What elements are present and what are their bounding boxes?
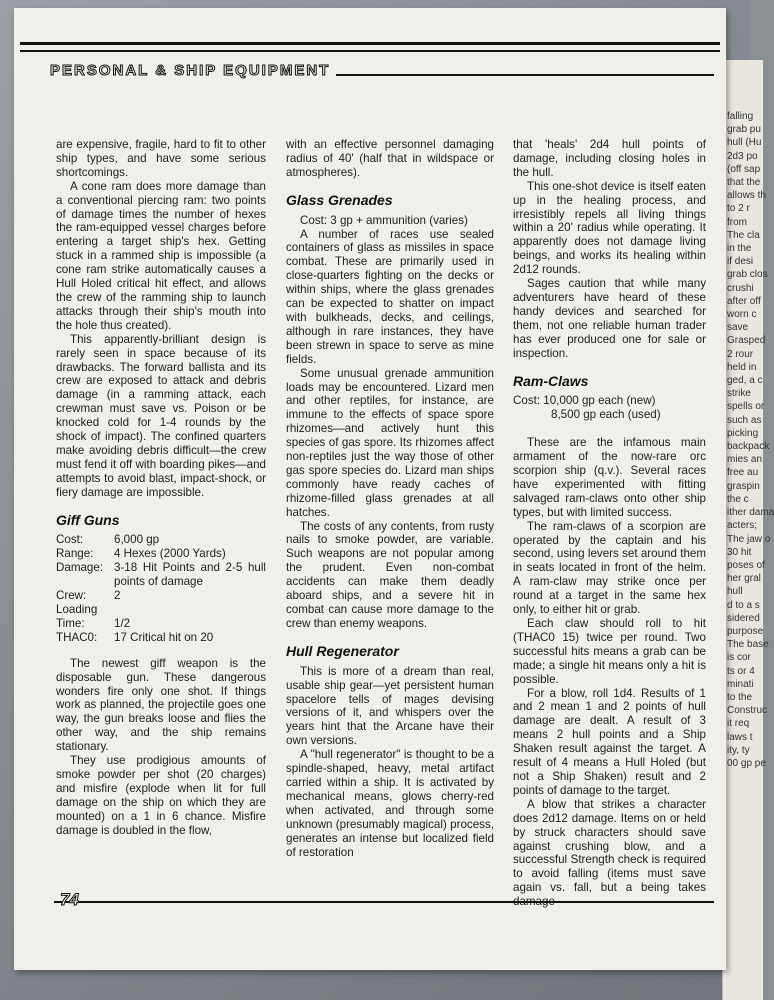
paragraph: These are the infamous main armament of the now-rare orc scorpion ship (q.v.). Several races have experimented with fitting salvaged ram-claws onto other ship types, but with limited success. xyxy=(513,436,706,519)
paragraph: This apparently-brilliant design is rarely seen in space because of its drawbacks. The forward ballista and its crew are exposed to attack and debris damage (in a ramming attack, each crewman must save vs. Poison or be knocked cold for 1-4 rounds by the shock of impact). The confined quarters make avoiding debris difficult—the crew must fend it off with boarding pikes—and attempts to avoid blast, impact-shock, or fiery damage are impossible. xyxy=(56,332,266,499)
stat-row: Crew: 2 xyxy=(56,589,121,603)
paragraph: They use prodigious amounts of smoke powder per shot (20 charges) and misfire (explode when lit for full damage on the ship on which they are mounted) on a 1 in 6 chance. Misfire damage is doubled in the flow, xyxy=(56,754,266,837)
paragraph: Sages caution that while many adventurers have heard of these handy devices and searched for them, not one reliable human trader has ever produced one for sale or inspection. xyxy=(513,277,706,360)
paragraph: that 'heals' 2d4 hull points of damage, including closing holes in the hull. xyxy=(513,138,706,179)
adjacent-page-text: falling grab pu hull (Hu 2d3 po (off sap that the allows th to 2 r from The cla in the if desi grab clos crushi after off worn c save Grasped 2 rour held in ged, a c strike spells or such as picking backpack mies an free au graspin the c ither dama acters; The jaw o 30 hit poses of her gral hull d to a s sidered purpose The base is cor ts or 4 minati to the Construc it req laws t ity, ty 00 gp pe xyxy=(727,111,774,769)
cost-line: 8,500 gp each (used) xyxy=(551,408,661,422)
section-heading-ram-claws: Ram-Claws xyxy=(513,372,589,389)
paragraph: are expensive, fragile, hard to fit to other ship types, and have some serious shortcomings. xyxy=(56,138,266,179)
stat-row: Range: 4 Hexes (2000 Yards) xyxy=(56,547,226,561)
stat-row: THAC0: 17 Critical hit on 20 xyxy=(56,630,214,644)
stat-row: Time: 1/2 xyxy=(56,616,131,630)
cost-line: Cost: 3 gp + ammunition (varies) xyxy=(300,213,468,227)
paragraph: For a blow, roll 1d4. Results of 1 and 2 mean 1 and 2 points of hull damage are dealt. A result of 3 means 2 hull points and a Ship Shaken result against the target. A result of 4 means a Hull Holed (but not a Ship Shaken) result and 2 points of damage to the target. xyxy=(513,686,706,797)
header-rule-mid xyxy=(20,50,720,52)
paragraph: The newest giff weapon is the disposable gun. These dangerous wonders fire only one shot. If things work as planned, the projectile goes one way, the gun breaks loose and flies the other way, and the ship remains stationary. xyxy=(56,656,266,754)
column-3 xyxy=(513,138,706,909)
section-heading-giff-guns: Giff Guns xyxy=(56,511,120,528)
stat-row: Damage: 3-18 Hit Points and 2-5 hull points of damage xyxy=(56,561,266,589)
paragraph: with an effective personnel damaging radius of 40' (half that in wildspace or atmospheres). xyxy=(286,138,494,179)
section-heading-glass-grenades: Glass Grenades xyxy=(286,191,393,208)
paragraph: The costs of any contents, from rusty nails to smoke powder, are variable. Such weapons are not popular among the prudent. Even non-combat accidents can make them deadly aboard ships, and a severe hit in combat can cause more damage to the crew than enemy weapons. xyxy=(286,519,494,630)
adjacent-page-edge xyxy=(722,60,774,1000)
cost-line: Cost: 10,000 gp each (new) xyxy=(513,394,656,408)
paragraph: This is more of a dream than real, usable ship gear—yet persistent human spacelore tells of mages devising versions of it, and whispers over the years hint that the Arcane have their own versions. xyxy=(286,664,494,748)
paragraph: A blow that strikes a character does 2d12 damage. Items on or held by struck characters should save against crushing blow, and a successful Strength check is required to avoid falling (items must save again vs. fall, but a being takes damage xyxy=(513,797,706,909)
paragraph: A "hull regenerator" is thought to be a spindle-shaped, heavy, metal artifact carried within a ship. It is activated by mechanical means, glows cherry-red when activated, and through some unknown (presumably magical) process, generates an intense but localized field of restoration xyxy=(286,748,494,859)
running-header: PERSONAL & SHIP EQUIPMENT xyxy=(44,62,336,79)
paragraph: A number of races use sealed containers of glass as missiles in space combat. These are primarily used in close-quarters fighting on the decks or within ships, where the glass grenades can be expected to shatter on impact with bulkheads, decks, and ceilings, although in rare instances, they have been strewn in space to serve as mine fields. xyxy=(286,227,494,366)
section-heading-hull-regenerator: Hull Regenerator xyxy=(286,642,399,659)
paragraph: Some unusual grenade ammunition loads may be encountered. Lizard men and other reptiles, for instance, are immune to the effects of space spore rhizomes—and actively hunt this species of gas spore. Its rhizomes affect non-reptiles just the way those of other gas spore species do. Lizard man ships commonly have ready caches of rhizome-filled glass grenades at all hatches. xyxy=(286,366,494,519)
column-2 xyxy=(286,138,494,859)
page-number: 74 xyxy=(60,890,79,909)
stat-row: Cost: 6,000 gp xyxy=(56,533,160,547)
giff-gun-stats-table xyxy=(56,533,266,644)
paragraph: This one-shot device is itself eaten up in the healing process, and irresistibly repels all living things within a 20' radius while operating. It apparently does not damage living beings, and works its healing within 2d12 rounds. xyxy=(513,179,706,277)
column-1 xyxy=(56,138,266,838)
stat-row: Loading xyxy=(56,603,98,616)
paragraph: Each claw should roll to hit (THAC0 15) twice per round. Two successful hits means a grab can be made; a single hit means only a hit is possible. xyxy=(513,617,706,686)
header-rule-top xyxy=(20,42,720,45)
paragraph: The ram-claws of a scorpion are operated by the captain and his second, using levers set around them in seats located in front of the helm. A ram-claw may strike once per round at a target in the same hex only, to either hit or grab. xyxy=(513,519,706,617)
paragraph: A cone ram does more damage than a conventional piercing ram: two points of damage times the number of hexes the ram-equipped vessel charges before entering a target ship's hex. Getting stuck in a rammed ship is impossible (a cone ram strike automatically causes a Hull Holed critical hit effect, and allows the crew of the ramming ship to launch attacks through their ship's mouth into the hole thus created). xyxy=(56,179,266,332)
